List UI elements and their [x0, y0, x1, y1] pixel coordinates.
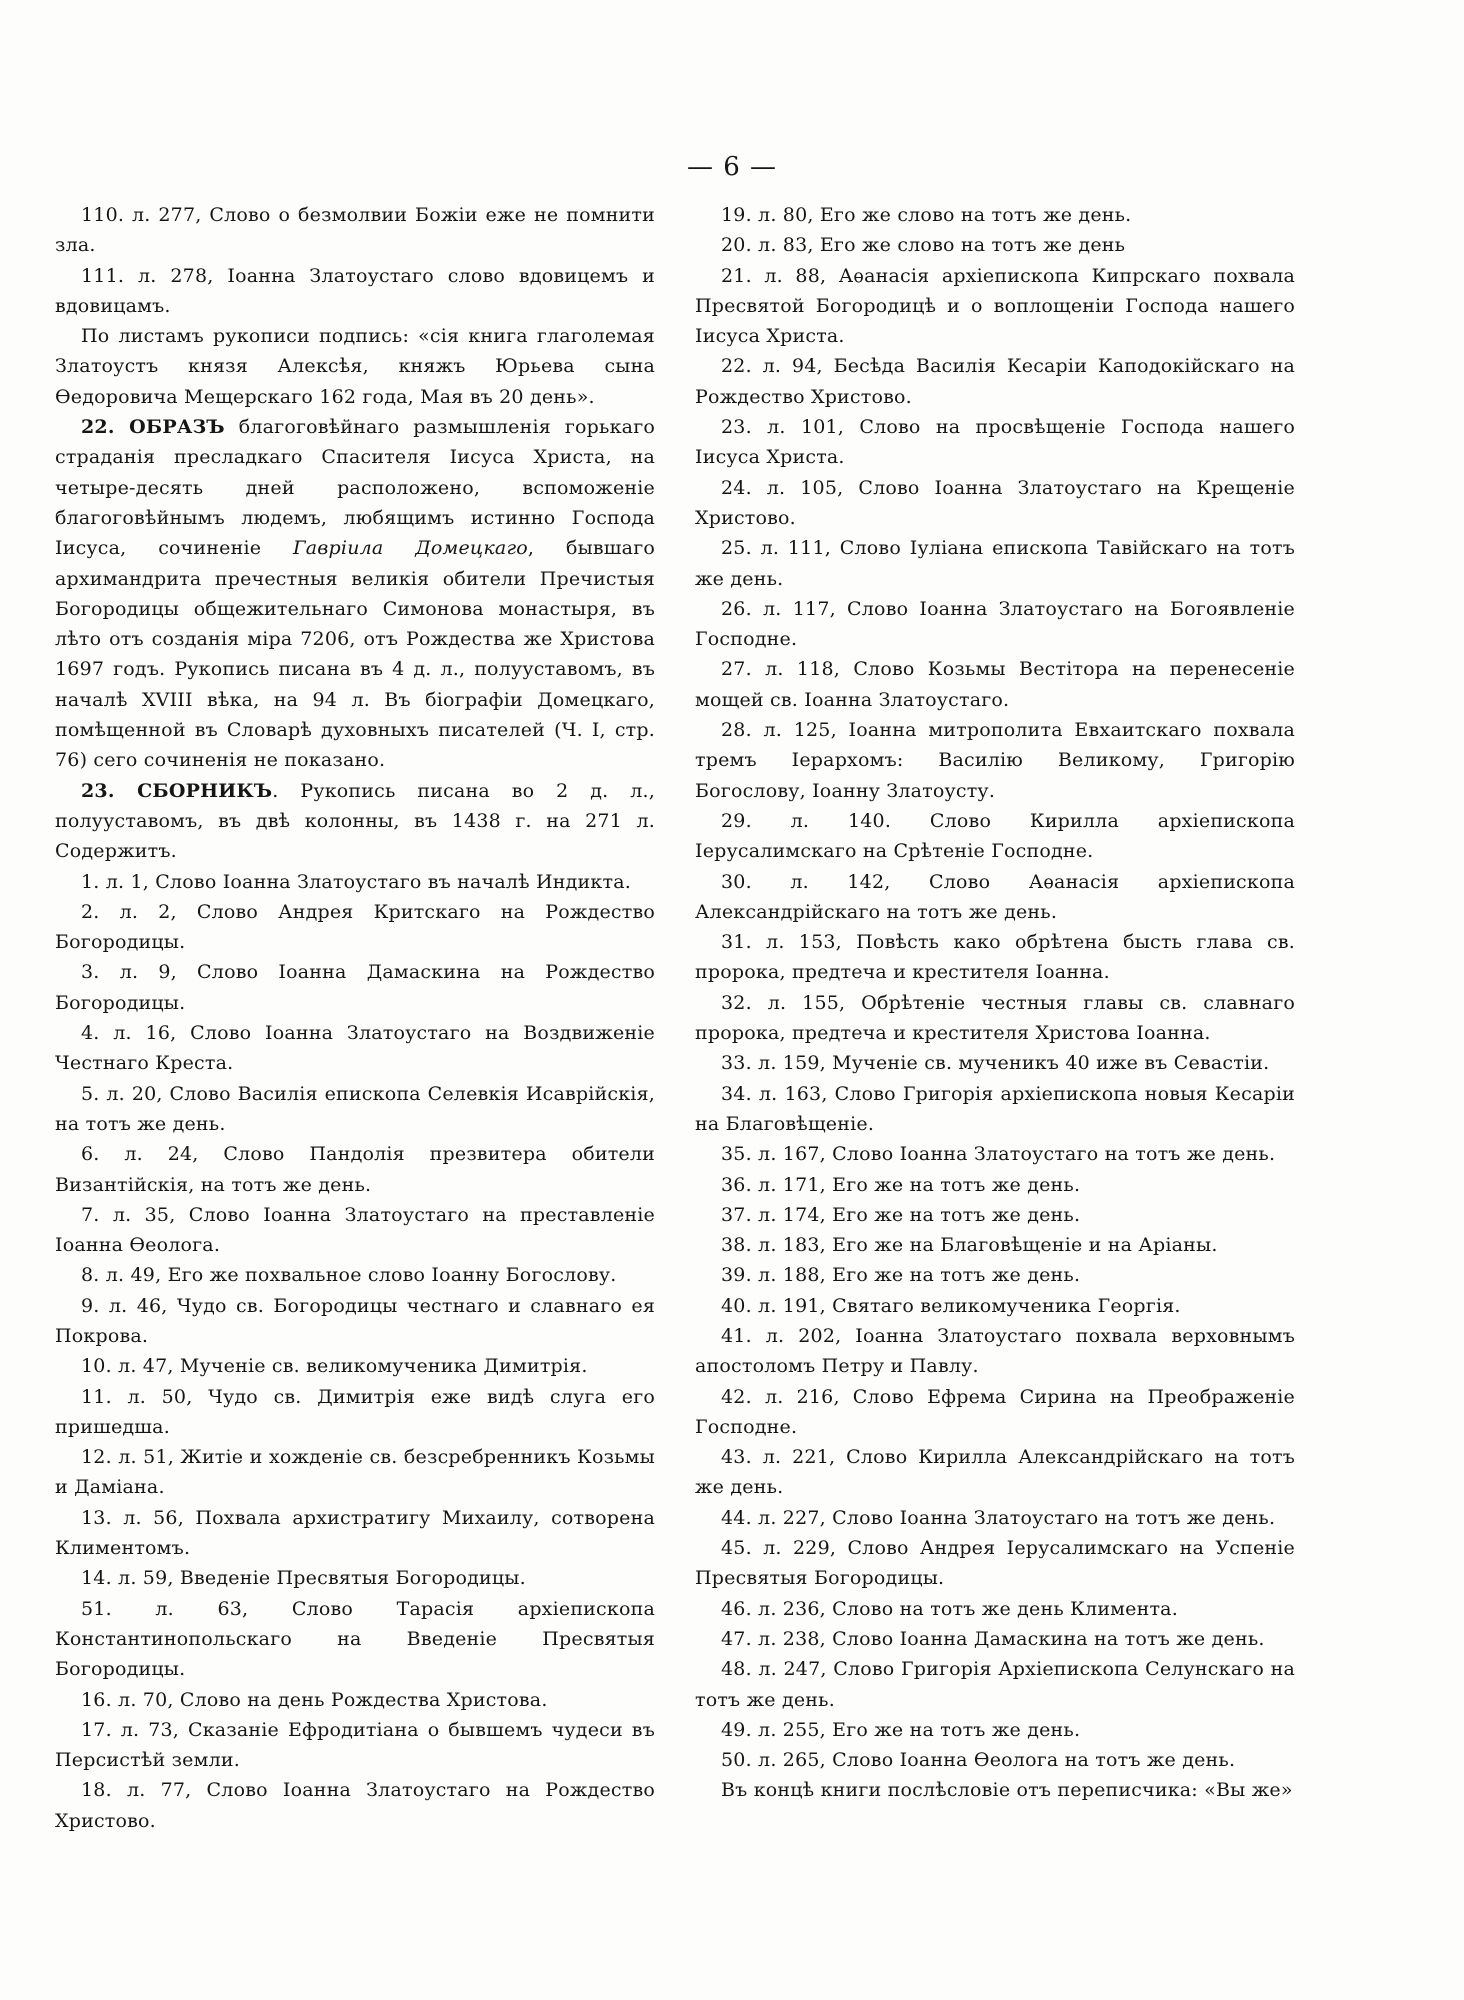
entry-text: 18. л. 77, Слово Іоанна Златоустаго на Рождество Христово. [55, 1779, 655, 1832]
entry-text: 21. л. 88, Аѳанасія архіепископа Кипрскаго похвала Пресвятой Богородицѣ и о воплощеніи Господа нашего Іисуса Христа. [695, 264, 1295, 348]
catalog-entry [55, 1382, 655, 1443]
catalog-entry [695, 1624, 1295, 1654]
entry-text: 110. л. 277, Слово о безмолвии Божіи еже не помнити зла. [55, 204, 655, 257]
catalog-entry [55, 1139, 655, 1200]
catalog-entry [695, 1170, 1295, 1200]
entry-text: благоговѣйнаго размышленія горькаго страданія пресладкаго Спасителя Іисуса Христа, на четыре-десять дней расположено, вспоможеніе благоговѣйнымъ людемъ, любящимъ истинно Господа Іисуса, сочиненіе [55, 416, 655, 560]
catalog-entry [55, 1563, 655, 1593]
catalog-entry [55, 867, 655, 897]
entry-text: 20. л. 83, Его же слово на тотъ же день [721, 234, 1126, 257]
entry-text: 27. л. 118, Слово Козьмы Вестітора на перенесеніе мощей св. Іоанна Златоустаго. [695, 658, 1295, 711]
catalog-entry [55, 200, 655, 261]
entry-text: 22. л. 94, Бесѣда Василія Кесаріи Каподокійскаго на Рождество Христово. [695, 355, 1295, 408]
catalog-entry [55, 1018, 655, 1079]
catalog-entry [55, 321, 655, 412]
entry-text: 34. л. 163, Слово Григорія архіепископа новыя Кесаріи на Благовѣщеніе. [695, 1082, 1295, 1135]
catalog-entry [55, 1200, 655, 1261]
catalog-entry [695, 1594, 1295, 1624]
entry-text: 11. л. 50, Чудо св. Димитрія еже видѣ слуга его пришедша. [55, 1385, 655, 1438]
entry-text: 19. л. 80, Его же слово на тотъ же день. [721, 204, 1132, 226]
entry-text: 33. л. 159, Мученіе св. мученикъ 40 иже въ Севастіи. [721, 1052, 1270, 1075]
entry-text: 50. л. 265, Слово Іоанна Ѳеолога на тотъ же день. [721, 1749, 1236, 1772]
catalog-entry [695, 806, 1295, 867]
catalog-entry [55, 897, 655, 958]
entry-text: 16. л. 70, Слово на день Рождества Христова. [81, 1688, 548, 1711]
entry-text: 42. л. 216, Слово Ефрема Сирина на Преображеніе Господне. [695, 1385, 1295, 1438]
entry-text: 29. л. 140. Слово Кирилла архіепископа Іерусалимскаго на Срѣтеніе Господне. [695, 809, 1295, 863]
catalog-entry [55, 1715, 655, 1776]
catalog-entry [695, 412, 1295, 473]
entry-text: 28. л. 125, Іоанна митрополита Евхаитскаго похвала тремъ Іерархомъ: Василію Великому, Григорію Богослову, Іоанну Златоусту. [695, 719, 1295, 802]
entry-text: 13. л. 56, Похвала архистратигу Михаилу, сотворена Климентомъ. [55, 1506, 655, 1560]
catalog-entry [695, 1654, 1295, 1715]
catalog-entry [695, 261, 1295, 352]
entry-text: 24. л. 105, Слово Іоанна Златоустаго на Крещеніе Христово. [695, 476, 1295, 529]
entry-text: 40. л. 191, Святаго великомученика Георгія. [721, 1294, 1181, 1317]
catalog-entry [695, 1715, 1295, 1745]
entry-text: 23. л. 101, Слово на просвѣщеніе Господа нашего Іисуса Христа. [695, 416, 1295, 469]
catalog-entry [55, 776, 655, 867]
entry-text: 3. л. 9, Слово Іоанна Дамаскина на Рождество Богородицы. [55, 961, 655, 1014]
catalog-entry [695, 351, 1295, 412]
entry-text: 45. л. 229, Слово Андрея Іерусалимскаго на Успеніе Пресвятыя Богородицы. [695, 1537, 1295, 1590]
right-column [695, 200, 1295, 1806]
entry-text: , бывшаго архимандрита пречестныя великія обители Пречистыя Богородицы общежительнаго Симонова монастыря, въ лѣто отъ созданія міра 7206, отъ Рождества же Христова 1697 годъ. Рукопись писана въ 4 д. л., полууставомъ, въ началѣ XVIII вѣка, на 94 л. Въ біографіи Домецкаго, помѣщенной въ Словарѣ духовныхъ писателей (Ч. I, стр. 76) сего сочиненія не показано. [55, 537, 655, 772]
left-column [55, 200, 655, 1836]
catalog-entry [55, 1260, 655, 1290]
catalog-entry [695, 1442, 1295, 1503]
catalog-entry [695, 533, 1295, 594]
catalog-entry [695, 1048, 1295, 1078]
catalog-entry [695, 1775, 1295, 1805]
catalog-entry [55, 1442, 655, 1503]
entry-text: 26. л. 117, Слово Іоанна Златоустаго на Богоявленіе Господне. [695, 597, 1295, 651]
entry-text: 39. л. 188, Его же на тотъ же день. [721, 1264, 1081, 1287]
catalog-entry [695, 473, 1295, 534]
catalog-entry [55, 1503, 655, 1564]
entry-text: 5. л. 20, Слово Василія епископа Селевкія Исаврійскія, на тотъ же день. [55, 1082, 655, 1135]
entry-text: 30. л. 142, Слово Аѳанасія архіепископа Александрійскаго на тотъ же день. [695, 870, 1295, 923]
catalog-entry [695, 988, 1295, 1049]
entry-text: . Рукопись писана во 2 д. л., полууставомъ, въ двѣ колонны, въ 1438 г. на 271 л. Содержитъ. [55, 779, 655, 863]
catalog-entry [55, 957, 655, 1018]
entry-text: 41. л. 202, Іоанна Златоустаго похвала верховнымъ апостоломъ Петру и Павлу. [695, 1324, 1295, 1378]
entry-text: 32. л. 155, Обрѣтеніе честныя главы св. славнаго пророка, предтеча и крестителя Христова Іоанна. [695, 991, 1295, 1045]
entry-text: 7. л. 35, Слово Іоанна Златоустаго на преставленіе Іоанна Ѳеолога. [55, 1203, 655, 1257]
entry-text: 111. л. 278, Іоанна Златоустаго слово вдовицемъ и вдовицамъ. [55, 264, 655, 317]
entry-text: 14. л. 59, Введеніе Пресвятыя Богородицы. [81, 1567, 526, 1590]
catalog-entry [55, 1351, 655, 1381]
entry-text: 25. л. 111, Слово Іуліана епископа Тавійскаго на тотъ же день. [695, 537, 1295, 590]
catalog-entry [695, 1533, 1295, 1594]
entry-text: 46. л. 236, Слово на тотъ же день Климента. [721, 1597, 1178, 1620]
entry-text: 36. л. 171, Его же на тотъ же день. [721, 1173, 1081, 1196]
entry-text: 38. л. 183, Его же на Благовѣщеніе и на Аріаны. [721, 1234, 1218, 1257]
catalog-entry [695, 1503, 1295, 1533]
entry-text: 10. л. 47, Мученіе св. великомученика Димитрія. [81, 1355, 588, 1378]
catalog-entry [695, 1230, 1295, 1260]
entry-text: 2. л. 2, Слово Андрея Критскаго на Рождество Богородицы. [55, 900, 655, 954]
entry-text: 8. л. 49, Его же похвальное слово Іоанну Богослову. [81, 1264, 617, 1287]
catalog-entry [695, 1745, 1295, 1775]
entry-heading: 22. ОБРАЗЪ [81, 416, 225, 439]
entry-text: 17. л. 73, Сказаніе Ефродитіана о бывшемъ чудеси въ Персистѣй земли. [55, 1718, 655, 1772]
catalog-entry [695, 1139, 1295, 1169]
entry-text: 31. л. 153, Повѣсть како обрѣтена бысть глава св. пророка, предтеча и крестителя Іоанна. [695, 931, 1295, 984]
entry-text: 44. л. 227, Слово Іоанна Златоустаго на тотъ же день. [721, 1506, 1276, 1529]
entry-text: 6. л. 24, Слово Пандолія презвитера обители Византійскія, на тотъ же день. [55, 1143, 655, 1196]
page-number: — 6 — [686, 152, 778, 182]
catalog-entry [55, 1594, 655, 1685]
catalog-entry [55, 1291, 655, 1352]
catalog-entry [55, 1079, 655, 1140]
catalog-entry [55, 1775, 655, 1836]
catalog-entry [695, 1291, 1295, 1321]
catalog-entry [695, 654, 1295, 715]
entry-text: 51. л. 63, Слово Тарасія архіепископа Константинопольскаго на Введеніе Пресвятыя Богородицы. [55, 1597, 655, 1681]
entry-text: 49. л. 255, Его же на тотъ же день. [721, 1718, 1081, 1741]
entry-text: По листамъ рукописи подпись: «сія книга глаголемая Златоустъ князя Алексѣя, княжъ Юрьева сына Ѳедоровича Мещерскаго 162 года, Мая въ 20 день». [55, 325, 655, 408]
entry-text: 9. л. 46, Чудо св. Богородицы честнаго и славнаго ея Покрова. [55, 1294, 655, 1347]
catalog-entry [695, 867, 1295, 928]
catalog-entry [695, 1382, 1295, 1443]
catalog-entry [695, 200, 1295, 230]
catalog-entry [695, 1321, 1295, 1382]
entry-text: 47. л. 238, Слово Іоанна Дамаскина на тотъ же день. [721, 1627, 1265, 1650]
entry-text: 48. л. 247, Слово Григорія Архіепископа Селунскаго на тотъ же день. [695, 1658, 1295, 1711]
entry-heading: 23. СБОРНИКЪ [81, 779, 273, 802]
catalog-entry [695, 1079, 1295, 1140]
entry-text: 35. л. 167, Слово Іоанна Златоустаго на тотъ же день. [721, 1143, 1276, 1166]
catalog-entry [695, 927, 1295, 988]
catalog-entry [55, 412, 655, 776]
entry-text: 12. л. 51, Житіе и хожденіе св. безсребренникъ Козьмы и Даміана. [55, 1446, 655, 1499]
entry-text: Въ концѣ книги послѣсловіе отъ переписчика: «Вы же» [721, 1779, 1293, 1802]
entry-text: 1. л. 1, Слово Іоанна Златоустаго въ началѣ Индикта. [81, 870, 631, 893]
entry-text: 4. л. 16, Слово Іоанна Златоустаго на Воздвиженіе Честнаго Креста. [55, 1022, 655, 1075]
entry-text: 37. л. 174, Его же на тотъ же день. [721, 1203, 1081, 1226]
entry-author: Гавріила Домецкаго [292, 537, 528, 560]
catalog-entry [55, 1685, 655, 1715]
catalog-entry [695, 715, 1295, 806]
entry-text: 43. л. 221, Слово Кирилла Александрійскаго на тотъ же день. [695, 1446, 1295, 1499]
catalog-entry [55, 261, 655, 322]
catalog-entry [695, 594, 1295, 655]
catalog-entry [695, 1260, 1295, 1290]
catalog-entry [695, 1200, 1295, 1230]
catalog-entry [695, 230, 1295, 260]
